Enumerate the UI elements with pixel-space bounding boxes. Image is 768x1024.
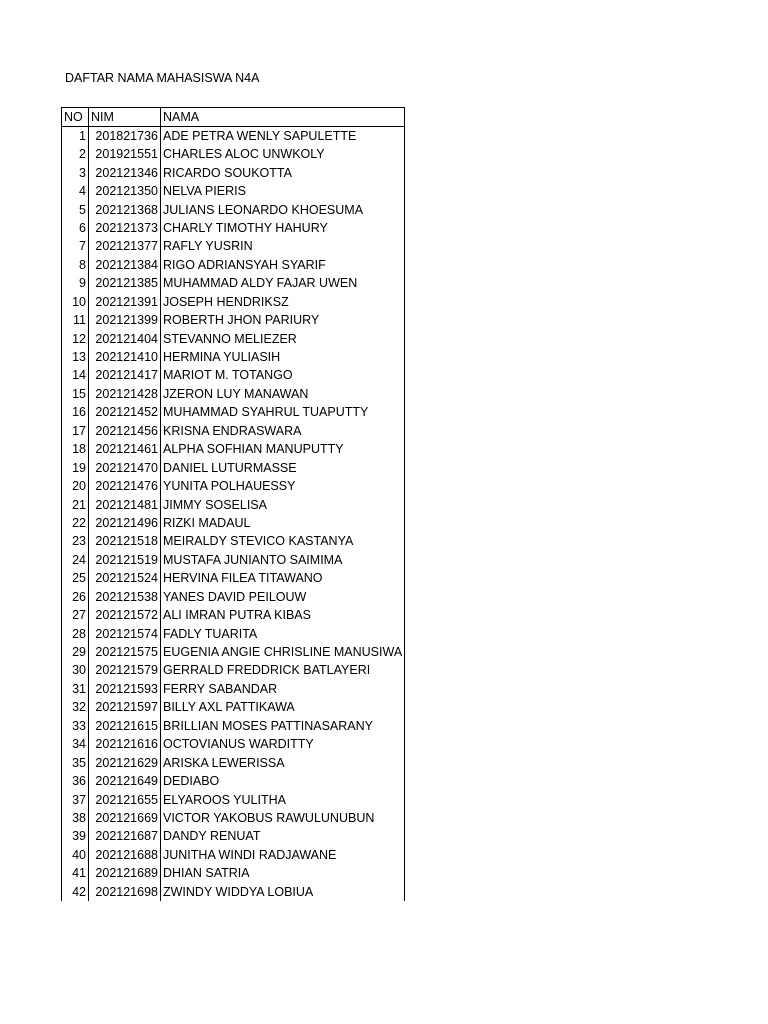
table-row <box>62 366 405 384</box>
table-row <box>62 624 405 642</box>
nim-cell: 202121574 <box>89 624 161 642</box>
table-row <box>62 385 405 403</box>
nim-cell: 202121373 <box>89 219 161 237</box>
nama-cell: ROBERTH JHON PARIURY <box>161 311 405 329</box>
table-row <box>62 182 405 200</box>
nim-cell: 202121575 <box>89 643 161 661</box>
nim-cell: 202121470 <box>89 458 161 476</box>
nim-cell: 202121350 <box>89 182 161 200</box>
nama-cell: YUNITA POLHAUESSY <box>161 477 405 495</box>
table-row <box>62 680 405 698</box>
table-row <box>62 606 405 624</box>
nama-cell: EUGENIA ANGIE CHRISLINE MANUSIWA <box>161 643 405 661</box>
row-number-cell: 5 <box>62 200 89 218</box>
nama-cell: GERRALD FREDDRICK BATLAYERI <box>161 661 405 679</box>
nama-cell: FERRY SABANDAR <box>161 680 405 698</box>
table-row <box>62 827 405 845</box>
nim-cell: 202121597 <box>89 698 161 716</box>
row-number-cell: 26 <box>62 588 89 606</box>
nim-cell: 202121456 <box>89 422 161 440</box>
nim-cell: 202121687 <box>89 827 161 845</box>
table-row <box>62 458 405 476</box>
nama-cell: ELYAROOS YULITHA <box>161 790 405 808</box>
table-row <box>62 809 405 827</box>
table-row <box>62 569 405 587</box>
nim-cell: 202121417 <box>89 366 161 384</box>
row-number-cell: 30 <box>62 661 89 679</box>
nim-cell: 202121616 <box>89 735 161 753</box>
table-row <box>62 790 405 808</box>
table-row <box>62 643 405 661</box>
row-number-cell: 42 <box>62 883 89 901</box>
row-number-cell: 37 <box>62 790 89 808</box>
document-title: DAFTAR NAMA MAHASISWA N4A <box>65 71 260 85</box>
row-number-cell: 8 <box>62 256 89 274</box>
nama-cell: HERMINA YULIASIH <box>161 348 405 366</box>
table-row <box>62 440 405 458</box>
table-row <box>62 588 405 606</box>
nim-cell: 202121384 <box>89 256 161 274</box>
nama-cell: FADLY TUARITA <box>161 624 405 642</box>
nama-cell: BILLY AXL PATTIKAWA <box>161 698 405 716</box>
nim-cell: 202121615 <box>89 717 161 735</box>
nama-cell: ADE PETRA WENLY SAPULETTE <box>161 127 405 146</box>
nama-cell: JOSEPH HENDRIKSZ <box>161 293 405 311</box>
table-row <box>62 311 405 329</box>
table-row <box>62 495 405 513</box>
nama-cell: BRILLIAN MOSES PATTINASARANY <box>161 717 405 735</box>
column-header-nama: NAMA <box>161 108 405 127</box>
nama-cell: DANIEL LUTURMASSE <box>161 458 405 476</box>
row-number-cell: 1 <box>62 127 89 146</box>
nim-cell: 202121476 <box>89 477 161 495</box>
nim-cell: 201921551 <box>89 145 161 163</box>
nama-cell: RIGO ADRIANSYAH SYARIF <box>161 256 405 274</box>
row-number-cell: 25 <box>62 569 89 587</box>
row-number-cell: 35 <box>62 753 89 771</box>
row-number-cell: 40 <box>62 846 89 864</box>
table-header-row <box>62 108 405 127</box>
nim-cell: 202121461 <box>89 440 161 458</box>
nama-cell: ZWINDY WIDDYA LOBIUA <box>161 883 405 901</box>
row-number-cell: 27 <box>62 606 89 624</box>
student-table <box>61 107 405 901</box>
row-number-cell: 6 <box>62 219 89 237</box>
nama-cell: RIZKI MADAUL <box>161 514 405 532</box>
nama-cell: MEIRALDY STEVICO KASTANYA <box>161 532 405 550</box>
row-number-cell: 21 <box>62 495 89 513</box>
nama-cell: MUHAMMAD SYAHRUL TUAPUTTY <box>161 403 405 421</box>
row-number-cell: 38 <box>62 809 89 827</box>
table-row <box>62 200 405 218</box>
table-row <box>62 864 405 882</box>
table-row <box>62 735 405 753</box>
nama-cell: JUNITHA WINDI RADJAWANE <box>161 846 405 864</box>
row-number-cell: 20 <box>62 477 89 495</box>
row-number-cell: 33 <box>62 717 89 735</box>
nim-cell: 202121572 <box>89 606 161 624</box>
nim-cell: 202121368 <box>89 200 161 218</box>
row-number-cell: 7 <box>62 237 89 255</box>
nim-cell: 202121481 <box>89 495 161 513</box>
nim-cell: 202121579 <box>89 661 161 679</box>
nim-cell: 202121629 <box>89 753 161 771</box>
column-header-no: NO <box>62 108 89 127</box>
table-row <box>62 698 405 716</box>
nim-cell: 202121593 <box>89 680 161 698</box>
row-number-cell: 34 <box>62 735 89 753</box>
nama-cell: MARIOT M. TOTANGO <box>161 366 405 384</box>
table-body <box>62 127 405 901</box>
nim-cell: 202121689 <box>89 864 161 882</box>
nim-cell: 202121518 <box>89 532 161 550</box>
row-number-cell: 14 <box>62 366 89 384</box>
row-number-cell: 10 <box>62 293 89 311</box>
nim-cell: 202121399 <box>89 311 161 329</box>
nim-cell: 202121428 <box>89 385 161 403</box>
row-number-cell: 13 <box>62 348 89 366</box>
table-row <box>62 274 405 292</box>
row-number-cell: 16 <box>62 403 89 421</box>
nim-cell: 202121410 <box>89 348 161 366</box>
row-number-cell: 32 <box>62 698 89 716</box>
row-number-cell: 24 <box>62 551 89 569</box>
table-row <box>62 348 405 366</box>
nim-cell: 202121698 <box>89 883 161 901</box>
row-number-cell: 29 <box>62 643 89 661</box>
table-row <box>62 403 405 421</box>
table-row <box>62 293 405 311</box>
table-row <box>62 551 405 569</box>
nama-cell: DHIAN SATRIA <box>161 864 405 882</box>
nama-cell: JIMMY SOSELISA <box>161 495 405 513</box>
nama-cell: RICARDO SOUKOTTA <box>161 163 405 181</box>
nim-cell: 202121524 <box>89 569 161 587</box>
nim-cell: 202121452 <box>89 403 161 421</box>
row-number-cell: 4 <box>62 182 89 200</box>
row-number-cell: 31 <box>62 680 89 698</box>
nama-cell: JULIANS LEONARDO KHOESUMA <box>161 200 405 218</box>
row-number-cell: 11 <box>62 311 89 329</box>
nama-cell: JZERON LUY MANAWAN <box>161 385 405 403</box>
nim-cell: 202121655 <box>89 790 161 808</box>
nim-cell: 201821736 <box>89 127 161 146</box>
nama-cell: ALI IMRAN PUTRA KIBAS <box>161 606 405 624</box>
row-number-cell: 36 <box>62 772 89 790</box>
nim-cell: 202121538 <box>89 588 161 606</box>
table-row <box>62 219 405 237</box>
row-number-cell: 23 <box>62 532 89 550</box>
nim-cell: 202121649 <box>89 772 161 790</box>
table-row <box>62 717 405 735</box>
table-row <box>62 163 405 181</box>
nim-cell: 202121688 <box>89 846 161 864</box>
nama-cell: OCTOVIANUS WARDITTY <box>161 735 405 753</box>
nim-cell: 202121669 <box>89 809 161 827</box>
nama-cell: DEDIABO <box>161 772 405 790</box>
nama-cell: ARISKA LEWERISSA <box>161 753 405 771</box>
nama-cell: MUSTAFA JUNIANTO SAIMIMA <box>161 551 405 569</box>
nama-cell: HERVINA FILEA TITAWANO <box>161 569 405 587</box>
table-row <box>62 532 405 550</box>
nama-cell: CHARLES ALOC UNWKOLY <box>161 145 405 163</box>
nama-cell: YANES DAVID PEILOUW <box>161 588 405 606</box>
nim-cell: 202121385 <box>89 274 161 292</box>
row-number-cell: 22 <box>62 514 89 532</box>
row-number-cell: 39 <box>62 827 89 845</box>
row-number-cell: 15 <box>62 385 89 403</box>
nama-cell: DANDY RENUAT <box>161 827 405 845</box>
nim-cell: 202121404 <box>89 329 161 347</box>
row-number-cell: 28 <box>62 624 89 642</box>
table-row <box>62 127 405 146</box>
table-row <box>62 256 405 274</box>
row-number-cell: 9 <box>62 274 89 292</box>
nim-cell: 202121391 <box>89 293 161 311</box>
row-number-cell: 2 <box>62 145 89 163</box>
table-row <box>62 477 405 495</box>
row-number-cell: 19 <box>62 458 89 476</box>
table-row <box>62 145 405 163</box>
table-row <box>62 772 405 790</box>
table-row <box>62 883 405 901</box>
table-row <box>62 329 405 347</box>
nim-cell: 202121519 <box>89 551 161 569</box>
row-number-cell: 3 <box>62 163 89 181</box>
table-row <box>62 661 405 679</box>
nim-cell: 202121496 <box>89 514 161 532</box>
table-row <box>62 237 405 255</box>
row-number-cell: 17 <box>62 422 89 440</box>
column-header-nim: NIM <box>89 108 161 127</box>
nama-cell: KRISNA ENDRASWARA <box>161 422 405 440</box>
nama-cell: RAFLY YUSRIN <box>161 237 405 255</box>
nim-cell: 202121346 <box>89 163 161 181</box>
nama-cell: CHARLY TIMOTHY HAHURY <box>161 219 405 237</box>
nama-cell: NELVA PIERIS <box>161 182 405 200</box>
nim-cell: 202121377 <box>89 237 161 255</box>
table-row <box>62 846 405 864</box>
nama-cell: VICTOR YAKOBUS RAWULUNUBUN <box>161 809 405 827</box>
row-number-cell: 41 <box>62 864 89 882</box>
nama-cell: MUHAMMAD ALDY FAJAR UWEN <box>161 274 405 292</box>
row-number-cell: 12 <box>62 329 89 347</box>
table-row <box>62 422 405 440</box>
table-row <box>62 753 405 771</box>
nama-cell: ALPHA SOFHIAN MANUPUTTY <box>161 440 405 458</box>
table-row <box>62 514 405 532</box>
row-number-cell: 18 <box>62 440 89 458</box>
nama-cell: STEVANNO MELIEZER <box>161 329 405 347</box>
